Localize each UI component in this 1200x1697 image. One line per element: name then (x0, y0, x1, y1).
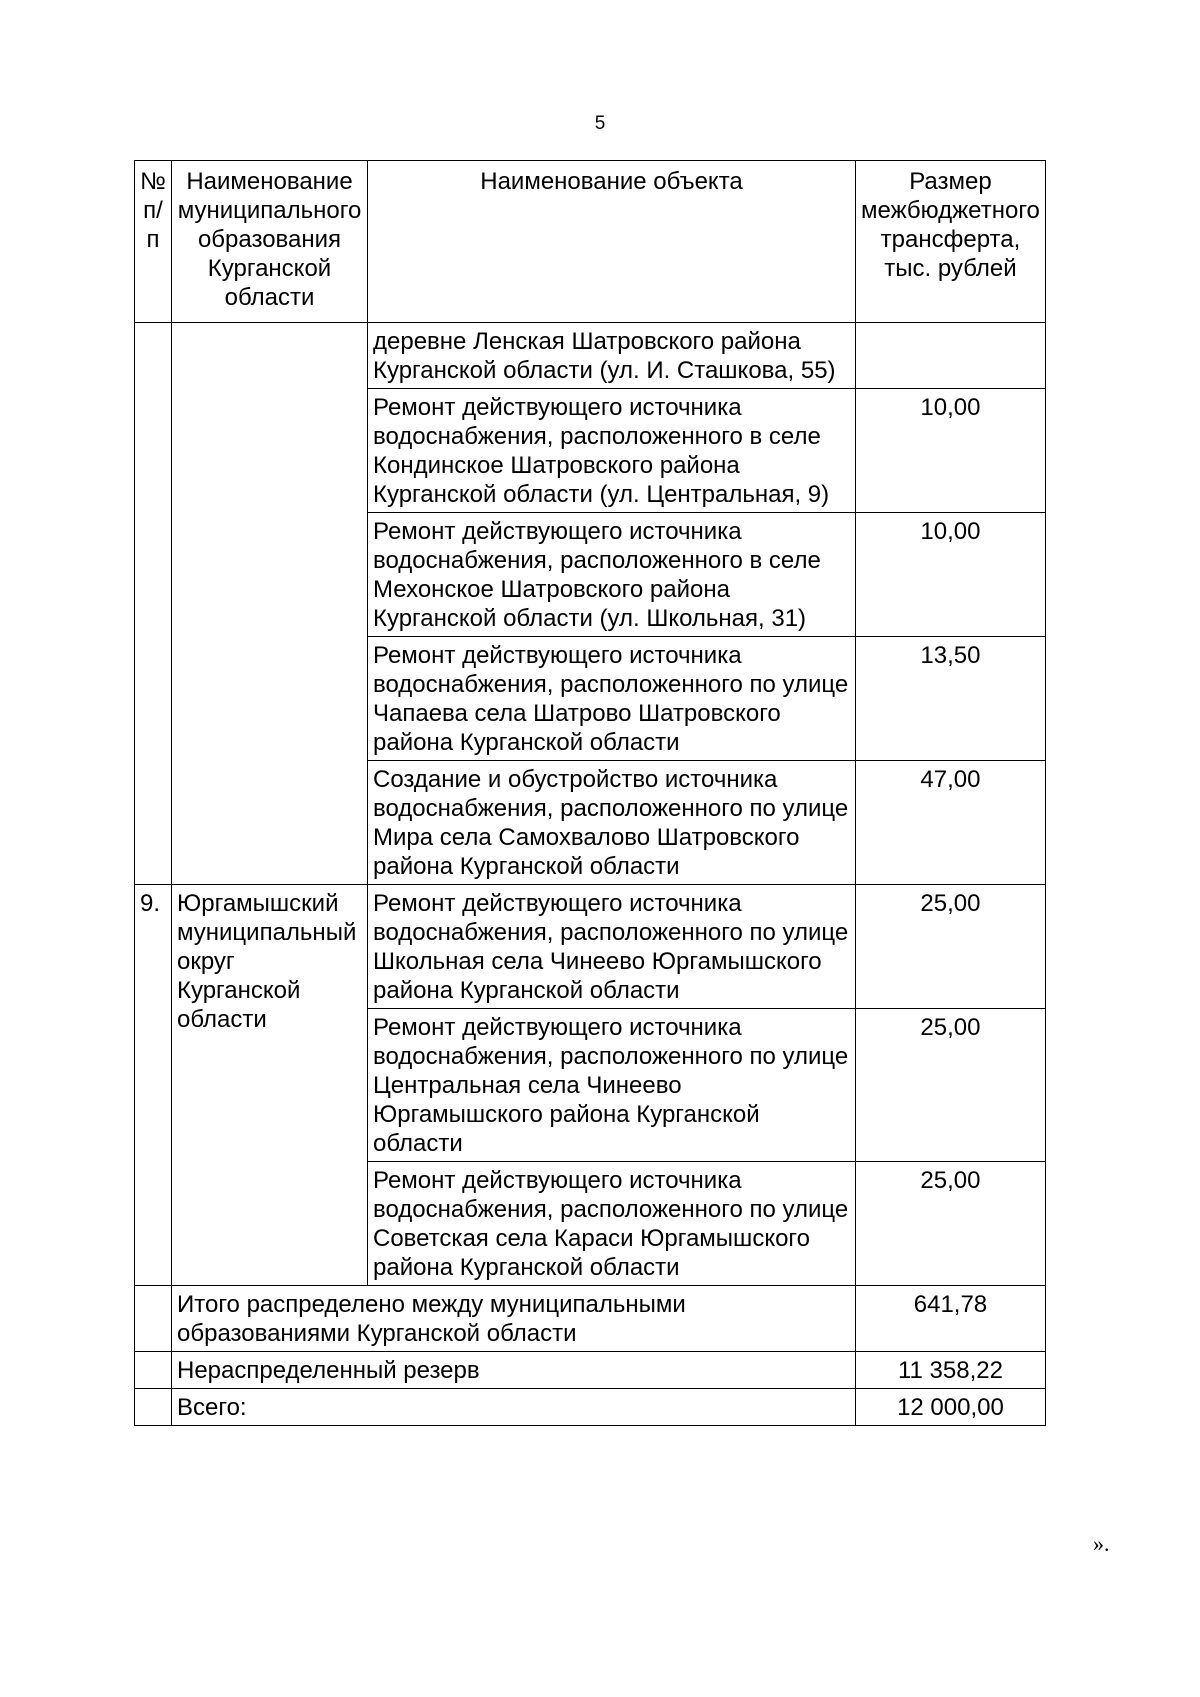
header-municipality: Наименование муниципального образования Курганской области (172, 161, 368, 323)
amount-cell: 10,00 (856, 513, 1046, 637)
transfer-table (134, 160, 1046, 1426)
num-cell: 9. (135, 885, 172, 1286)
num-cell (135, 1286, 172, 1352)
header-num: № п/п (135, 161, 172, 323)
table-row (135, 885, 1046, 1009)
header-object: Наименование объекта (368, 161, 856, 323)
summary-row-reserve (135, 1352, 1046, 1389)
num-cell (135, 1352, 172, 1389)
amount-cell (856, 323, 1046, 389)
amount-cell: 47,00 (856, 761, 1046, 885)
amount-cell: 13,50 (856, 637, 1046, 761)
object-cell: Ремонт действующего источника водоснабжения, расположенного по улице Центральная села Чинеево Юргамышского района Курганской области (368, 1009, 856, 1162)
reserve-amount: 11 358,22 (856, 1352, 1046, 1389)
num-cell (135, 1389, 172, 1426)
object-cell: Ремонт действующего источника водоснабжения, расположенного по улице Чапаева села Шатрово Шатровского района Курганской области (368, 637, 856, 761)
object-cell: Ремонт действующего источника водоснабжения, расположенного по улице Школьная села Чинеево Юргамышского района Курганской области (368, 885, 856, 1009)
object-cell: Ремонт действующего источника водоснабжения, расположенного в селе Мехонское Шатровского района Курганской области (ул. Школьная, 31) (368, 513, 856, 637)
amount-cell: 10,00 (856, 389, 1046, 513)
num-cell (135, 323, 172, 885)
object-cell: Ремонт действующего источника водоснабжения, расположенного по улице Советская села Караси Юргамышского района Курганской области (368, 1162, 856, 1286)
object-cell: Ремонт действующего источника водоснабжения, расположенного в селе Кондинское Шатровского района Курганской области (ул. Центральная, 9) (368, 389, 856, 513)
summary-row-distributed (135, 1286, 1046, 1352)
amount-cell: 25,00 (856, 1009, 1046, 1162)
object-cell: деревне Ленская Шатровского района Курганской области (ул. И. Сташкова, 55) (368, 323, 856, 389)
distributed-amount: 641,78 (856, 1286, 1046, 1352)
reserve-label: Нераспределенный резерв (172, 1352, 856, 1389)
closing-quote-mark: ». (1093, 1531, 1110, 1556)
page-number: 5 (594, 113, 606, 134)
amount-cell: 25,00 (856, 1162, 1046, 1286)
table-row (135, 323, 1046, 389)
summary-row-total (135, 1389, 1046, 1426)
total-label: Всего: (172, 1389, 856, 1426)
total-amount: 12 000,00 (856, 1389, 1046, 1426)
distributed-label: Итого распределено между муниципальными образованиями Курганской области (172, 1286, 856, 1352)
table-header-row (135, 161, 1046, 323)
object-cell: Создание и обустройство источника водоснабжения, расположенного по улице Мира села Самохвалово Шатровского района Курганской области (368, 761, 856, 885)
municipality-cell (172, 323, 368, 885)
header-amount: Размер межбюджетного трансферта, тыс. рублей (856, 161, 1046, 323)
amount-cell: 25,00 (856, 885, 1046, 1009)
municipality-cell: Юргамышский муниципальный округ Курганской области (172, 885, 368, 1286)
